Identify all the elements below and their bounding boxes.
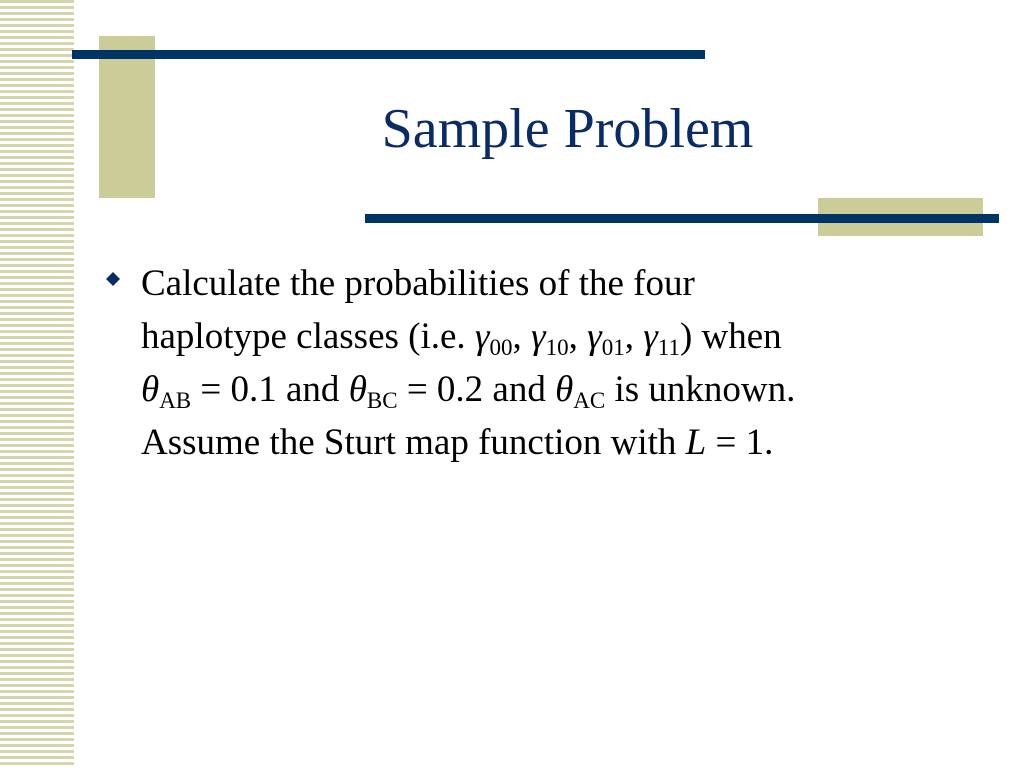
accent-block-left	[99, 36, 155, 198]
subscript-ab: AB	[159, 388, 192, 413]
subscript-ac: AC	[573, 388, 606, 413]
text-fragment: = 0.1 and	[191, 369, 349, 410]
comma: ,	[512, 316, 532, 357]
gamma-symbol: γ	[643, 316, 658, 357]
variable-l: L	[685, 422, 707, 463]
theta-symbol: θ	[348, 369, 367, 410]
slide-title: Sample Problem	[381, 98, 754, 160]
subscript-01: 01	[601, 335, 625, 360]
subscript-10: 10	[545, 335, 569, 360]
left-stripe-decoration	[0, 0, 74, 768]
title-rule-top	[72, 50, 705, 59]
theta-symbol: θ	[555, 369, 574, 410]
text-fragment: Assume the Sturt map function with	[141, 422, 686, 463]
gamma-symbol: γ	[474, 316, 490, 357]
gamma-symbol: γ	[587, 316, 602, 357]
theta-symbol: θ	[141, 369, 160, 410]
text-fragment: = 0.2 and	[397, 369, 556, 410]
text-fragment: haplotype classes (i.e.	[141, 316, 475, 357]
bullet-line-3	[141, 363, 981, 416]
gamma-symbol: γ	[531, 316, 546, 357]
text-fragment: ) when	[679, 316, 782, 357]
comma: ,	[624, 316, 644, 357]
subscript-00: 00	[489, 335, 513, 360]
diamond-bullet-icon	[106, 272, 120, 286]
comma: ,	[568, 316, 588, 357]
bullet-line-4	[141, 416, 981, 469]
bullet-line-2	[141, 310, 981, 363]
bullet-line-1: Calculate the probabilities of the four	[141, 263, 695, 304]
text-fragment: is unknown.	[605, 369, 796, 410]
subscript-bc: BC	[366, 388, 398, 413]
text-fragment: = 1.	[706, 422, 774, 463]
bullet-text	[141, 257, 981, 469]
subscript-11: 11	[657, 335, 680, 360]
title-rule-bottom	[365, 214, 999, 223]
